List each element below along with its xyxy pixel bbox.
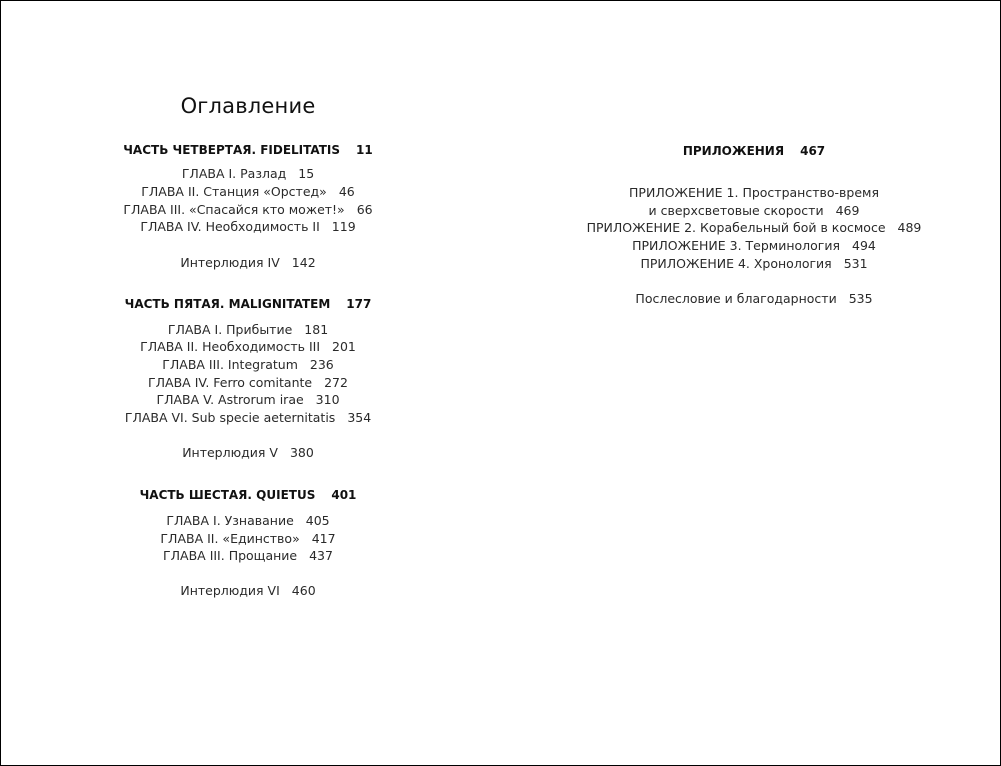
toc-entry-label: ГЛАВА V. Astrorum irae <box>156 392 304 407</box>
toc-entry[interactable] <box>554 203 954 218</box>
toc-entry-label: ГЛАВА II. Необходимость III <box>140 339 321 354</box>
toc-entry-page: 380 <box>289 445 314 460</box>
toc-entry[interactable] <box>98 548 398 563</box>
toc-entry-label: ГЛАВА I. Прибытие <box>167 322 293 337</box>
toc-entry-page: 469 <box>835 203 860 218</box>
toc-entry-label: ПРИЛОЖЕНИЕ 4. Хронология <box>640 256 832 271</box>
toc-part-4[interactable] <box>98 143 398 157</box>
toc-part-page: 467 <box>800 144 826 158</box>
toc-interlude[interactable] <box>98 255 398 270</box>
toc-entry-label: Интерлюдия V <box>182 445 278 460</box>
toc-entry[interactable] <box>98 166 398 181</box>
toc-entry[interactable] <box>98 513 398 528</box>
toc-entry[interactable] <box>98 322 398 337</box>
toc-part-6[interactable] <box>98 488 398 502</box>
toc-entry-label: Интерлюдия VI <box>180 583 280 598</box>
toc-entry-page: 119 <box>331 219 356 234</box>
toc-entry-label: ГЛАВА III. «Спасайся кто может!» <box>123 202 345 217</box>
toc-interlude[interactable] <box>98 445 398 460</box>
toc-entry-page: 181 <box>304 322 329 337</box>
toc-entry-page: 417 <box>311 531 336 546</box>
toc-entry-label: и сверхсветовые скорости <box>648 203 824 218</box>
toc-entry[interactable] <box>554 220 954 235</box>
toc-entry-label: ГЛАВА IV. Необходимость II <box>140 219 320 234</box>
toc-entry-label: ГЛАВА I. Узнавание <box>166 513 294 528</box>
toc-entry-label: ГЛАВА I. Разлад <box>181 166 287 181</box>
toc-entry-page: 405 <box>305 513 330 528</box>
toc-part-label: ЧАСТЬ ШЕСТАЯ. QUIETUS <box>139 488 316 502</box>
toc-appendices[interactable] <box>554 144 954 158</box>
toc-entry-page: 494 <box>852 238 876 253</box>
toc-interlude[interactable] <box>98 583 398 598</box>
toc-entry-page: 437 <box>309 548 333 563</box>
toc-entry[interactable] <box>554 256 954 271</box>
toc-part-label: ЧАСТЬ ПЯТАЯ. MALIGNITATEM <box>124 297 331 311</box>
toc-entry-page: 310 <box>315 392 340 407</box>
toc-entry-page: 142 <box>291 255 316 270</box>
toc-entry-label: ГЛАВА II. Станция «Орстед» <box>141 184 327 199</box>
toc-entry-page: 460 <box>291 583 316 598</box>
toc-entry-page: 66 <box>356 202 373 217</box>
toc-entry-label: Интерлюдия IV <box>180 255 280 270</box>
toc-entry[interactable] <box>98 219 398 234</box>
toc-part-page: 177 <box>346 297 372 311</box>
toc-entry-label: ГЛАВА III. Прощание <box>163 548 298 563</box>
toc-afterword[interactable] <box>554 291 954 306</box>
toc-entry-label: ПРИЛОЖЕНИЕ 2. Корабельный бой в космосе <box>586 220 886 235</box>
toc-entry[interactable] <box>98 531 398 546</box>
toc-entry[interactable] <box>98 202 398 217</box>
toc-entry[interactable] <box>98 375 398 390</box>
toc-entry-page: 272 <box>324 375 348 390</box>
toc-entry[interactable] <box>98 410 398 425</box>
toc-entry[interactable] <box>554 238 954 253</box>
toc-entry-page: 531 <box>843 256 868 271</box>
toc-entry[interactable] <box>554 185 954 200</box>
toc-entry-label: Послесловие и благодарности <box>635 291 837 306</box>
toc-title: Оглавление <box>180 94 316 118</box>
toc-entry-label: ПРИЛОЖЕНИЕ 1. Пространство-время <box>629 185 879 200</box>
toc-entry-label: ГЛАВА III. Integratum <box>162 357 298 372</box>
toc-entry[interactable] <box>98 357 398 372</box>
toc-entry-page: 236 <box>309 357 334 372</box>
toc-entry-label: ГЛАВА VI. Sub specie aeternitatis <box>124 410 336 425</box>
toc-part-5[interactable] <box>98 297 398 311</box>
toc-part-label: ПРИЛОЖЕНИЯ <box>682 144 785 158</box>
toc-entry-page: 201 <box>332 339 356 354</box>
toc-entry-label: ГЛАВА IV. Ferro comitante <box>148 375 313 390</box>
toc-entry-page: 489 <box>897 220 922 235</box>
toc-entry-page: 354 <box>347 410 372 425</box>
toc-entry-page: 15 <box>298 166 315 181</box>
toc-entry-page: 535 <box>848 291 873 306</box>
toc-entry[interactable] <box>98 184 398 199</box>
toc-part-page: 11 <box>356 143 373 157</box>
toc-entry-label: ГЛАВА II. «Единство» <box>160 531 300 546</box>
toc-entry-page: 46 <box>338 184 355 199</box>
toc-part-label: ЧАСТЬ ЧЕТВЕРТАЯ. FIDELITATIS <box>123 143 341 157</box>
toc-entry-label: ПРИЛОЖЕНИЕ 3. Терминология <box>632 238 841 253</box>
toc-entry[interactable] <box>98 339 398 354</box>
toc-entry[interactable] <box>98 392 398 407</box>
toc-part-page: 401 <box>331 488 357 502</box>
